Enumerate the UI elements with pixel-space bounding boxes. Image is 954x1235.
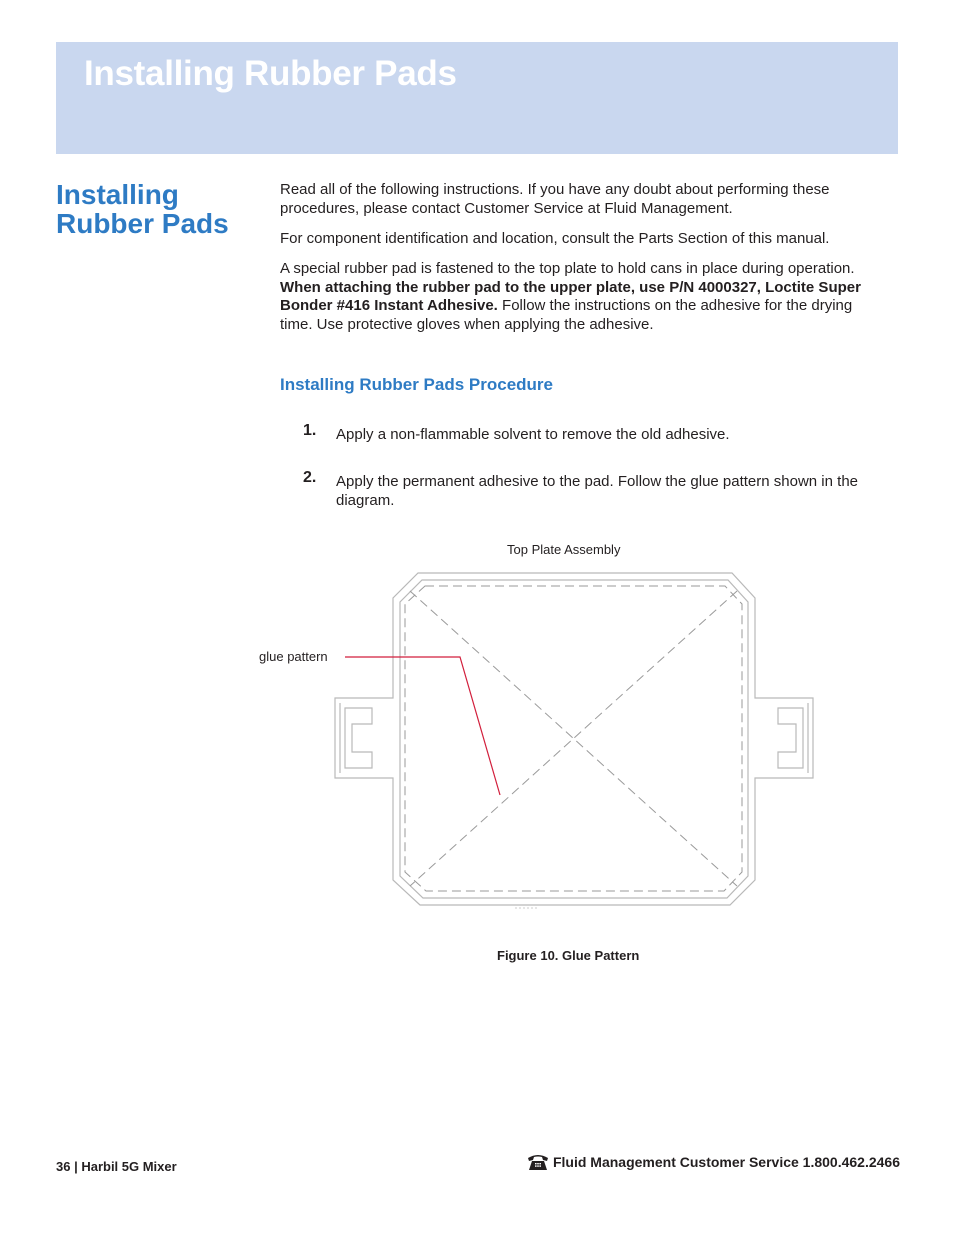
page-title: Installing Rubber Pads	[84, 54, 457, 93]
glue-diagonal	[410, 591, 737, 886]
step-text: Apply the permanent adhesive to the pad. Follow the glue pattern shown in the diagram.	[336, 473, 859, 509]
telephone-icon	[526, 1152, 550, 1172]
paragraph-parts-text: For component identification and location, consult the Parts Section of this manual.	[280, 230, 830, 247]
footer-contact-text: Fluid Management Customer Service 1.800.462.2466	[552, 1154, 900, 1170]
adhesive-part-number: When attaching the rubber pad to the upper plate, use P/N 4000327, Loctite Super Bonder #416 Instant Adhesive.	[280, 278, 861, 315]
step-number: 1.	[303, 422, 317, 439]
glue-diagonal	[410, 591, 737, 886]
step-number: 2.	[303, 469, 317, 486]
glue-lines	[405, 586, 742, 891]
figure-top-label: Top Plate Assembly	[507, 542, 621, 557]
paragraph-adhesive-post: Follow the instructions on the adhesive for the drying time. Use protective gloves when applying the adhesive.	[280, 297, 853, 334]
paragraph-adhesive-pre: A special rubber pad is fastened to the top plate to hold cans in place during operation.	[280, 260, 855, 277]
top-plate-outline	[335, 573, 813, 905]
procedure-heading: Installing Rubber Pads Procedure	[280, 375, 554, 394]
footer-contact	[526, 1152, 900, 1172]
paragraph-intro-text: Read all of the following instructions. If you have any doubt about performing these procedures, please contact Customer Service at Fluid Management.	[280, 181, 830, 217]
glue-pattern-label: glue pattern	[259, 649, 328, 664]
glue-callout-line	[345, 657, 500, 795]
step-text: Apply a non-flammable solvent to remove the old adhesive.	[336, 426, 730, 443]
figure-caption: Figure 10. Glue Pattern	[497, 948, 640, 963]
section-heading: Installing Rubber Pads	[56, 179, 229, 239]
footer-page-info: 36 | Harbil 5G Mixer	[56, 1159, 177, 1174]
